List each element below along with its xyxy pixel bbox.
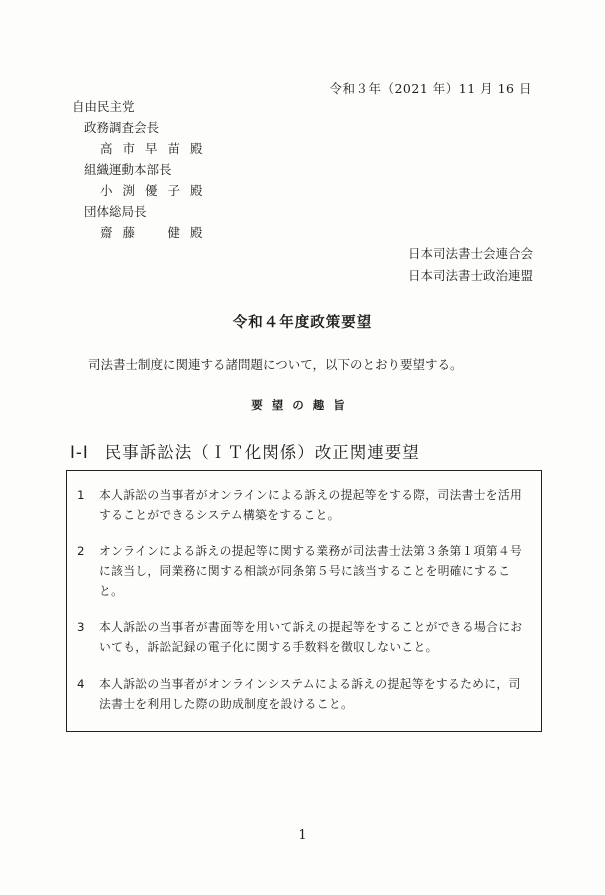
list-item (77, 674, 531, 714)
document-title: 令和４年度政策要望 (232, 315, 373, 331)
item-number: 2 (77, 544, 85, 558)
item-text: 本人訴訟の当事者がオンラインによる訴えの提起等をする際，司法書士を活用することができるシステム構築をすること。 (99, 488, 523, 522)
subheading: 要望の趣旨 (251, 398, 354, 412)
document-date: 令和３年（2021 年）11 月 16 日 (329, 81, 532, 96)
recipient-title: 組織運動本部長 (84, 162, 172, 177)
sender-org: 日本司法書士政治連盟 (407, 268, 533, 283)
recipient-name: 齋藤 健殿 (100, 225, 213, 240)
request-list-box (66, 470, 542, 732)
page-number: 1 (298, 828, 307, 843)
sender-block (408, 243, 533, 287)
item-number: 3 (77, 620, 85, 634)
sender-org: 日本司法書士会連合会 (407, 246, 533, 261)
list-item (77, 485, 531, 525)
recipient-title: 政務調査会長 (84, 120, 160, 135)
section-heading (70, 439, 420, 463)
item-text: オンラインによる訴えの提起等に関する業務が司法書士法第３条第１項第４号に該当し，同業務に関する相談が同条第５号に該当することを明確にすること。 (99, 544, 523, 598)
item-number: 4 (77, 677, 85, 691)
recipient-party: 自由民主党 (72, 99, 135, 114)
recipient-name: 高市早苗殿 (100, 141, 213, 156)
section-title: 民事訴訟法（ＩＴ化関係）改正関連要望 (104, 443, 420, 462)
list-item (77, 617, 531, 657)
item-text: 本人訴訟の当事者がオンラインシステムによる訴えの提起等をするために，司法書士を利用した際の助成制度を設けること。 (99, 677, 521, 711)
intro-text: 司法書士制度に関連する諸問題について，以下のとおり要望する。 (88, 357, 463, 372)
item-number: 1 (77, 488, 85, 502)
recipient-name: 小渕優子殿 (100, 183, 213, 198)
recipient-title: 団体総局長 (84, 204, 147, 219)
item-text: 本人訴訟の当事者が書面等を用いて訴えの提起等をすることができる場合においても，訴訟記録の電子化に関する手数料を徴収しないこと。 (99, 620, 523, 654)
section-number: Ⅰ-Ⅰ (70, 443, 89, 462)
recipient-block (72, 96, 213, 243)
list-item (77, 541, 531, 601)
